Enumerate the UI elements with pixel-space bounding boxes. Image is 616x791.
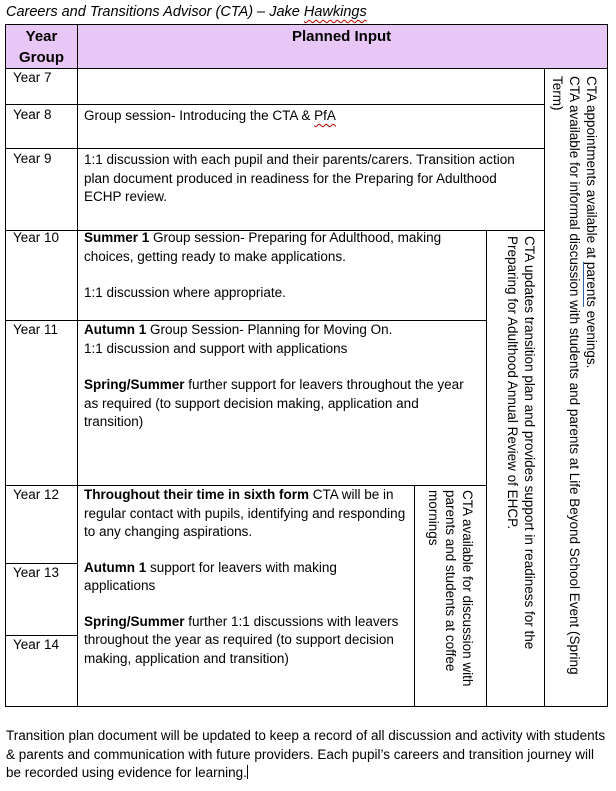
year-11-term: Autumn 1 [84, 322, 147, 337]
year-9-label: Year 9 [13, 151, 52, 166]
pfa-abbreviation: PfA [314, 108, 336, 123]
sixth-form-bold-1: Throughout their time in sixth form [84, 487, 309, 502]
title-prefix: Careers and Transitions Advisor (CTA) – Jake [6, 4, 304, 20]
sixth-form-bold-3: Spring/Summer [84, 613, 185, 629]
document-title [6, 4, 367, 20]
vertical-b-line-1: CTA updates transition plan and provides support in readiness for the [522, 236, 537, 650]
title-surname: Hawkings [303, 4, 367, 20]
year-12-label: Year 12 [13, 487, 60, 502]
year-11-text-2: 1:1 discussion and support with applications [84, 340, 348, 356]
year-11-text-3: further support for leavers throughout the year as required (to support decision making, application and transition) [84, 377, 464, 429]
year-8-text: Group session- Introducing the CTA & [84, 108, 315, 123]
vertical-c-line-2: parents and students at coffee [443, 490, 458, 672]
vertical-a-parents-word: parents [584, 261, 599, 307]
footer-paragraph[interactable] [6, 727, 606, 783]
header-group-line: Group [19, 49, 64, 66]
year-9-planned-input: 1:1 discussion with each pupil and their parents/carers. Transition action plan document produced in readiness for the Preparing for Adulthood ECHP review. [84, 152, 515, 204]
vertical-c-line-3: mornings [426, 490, 441, 546]
sixth-form-text-1: CTA will be in regular contact with pupils, identifying and responding to any changing aspirations. [84, 487, 406, 539]
year-10-planned-input [84, 229, 478, 303]
vertical-a-line-1-pre: CTA appointments available at [584, 76, 599, 262]
year-7-label: Year 7 [13, 70, 52, 85]
year-8-planned-input [84, 107, 534, 126]
vertical-c-line-1: CTA available for discussion with [460, 490, 475, 687]
header-planned-input: Planned Input [292, 28, 392, 45]
year-11-label: Year 11 [13, 322, 59, 337]
header-year-group [6, 26, 77, 68]
sixth-form-bold-2: Autumn 1 [84, 559, 147, 575]
year-10-text: Group session- Preparing for Adulthood, making choices, getting ready to make applications. [84, 230, 442, 264]
vertical-cta-updates-transition-plan [504, 236, 538, 649]
sixth-form-planned-input [84, 486, 409, 668]
vertical-cta-coffee-mornings [425, 490, 476, 686]
vertical-b-line-2: Preparing for Adulthood Annual Review of EHCP. [505, 236, 520, 530]
year-11-term-3: Spring/Summer [84, 377, 185, 392]
header-year-line: Year [25, 28, 58, 45]
year-8-label: Year 8 [13, 107, 52, 122]
vertical-a-line-1-post: evenings. [584, 306, 599, 369]
year-13-label: Year 13 [13, 565, 60, 580]
year-10-term: Summer 1 [84, 230, 150, 245]
year-11-planned-input [84, 321, 480, 432]
vertical-a-line-3: Term) [550, 76, 565, 111]
sixth-form-text-2: support for leavers with making applications [84, 559, 337, 593]
year-14-label: Year 14 [13, 637, 60, 652]
sixth-form-text-3: further 1:1 discussions with leavers throughout the year as required (to support decision making, application and transition) [84, 613, 399, 666]
year-10-label: Year 10 [13, 230, 60, 245]
vertical-cta-appointments [549, 76, 600, 675]
footer-text: Transition plan document will be updated to keep a record of all discussion and activity with students & parents and communication with future providers. Each pupil’s careers and transition journey will be recorded using evidence for learning. [6, 728, 606, 780]
text-cursor [247, 765, 248, 779]
year-11-text: Group Session- Planning for Moving On. [146, 322, 393, 337]
vertical-a-line-2: CTA available for informal discussion with students and parents at Life Beyond School Event (Spring [567, 76, 582, 675]
year-10-text-2: 1:1 discussion where appropriate. [84, 285, 286, 300]
